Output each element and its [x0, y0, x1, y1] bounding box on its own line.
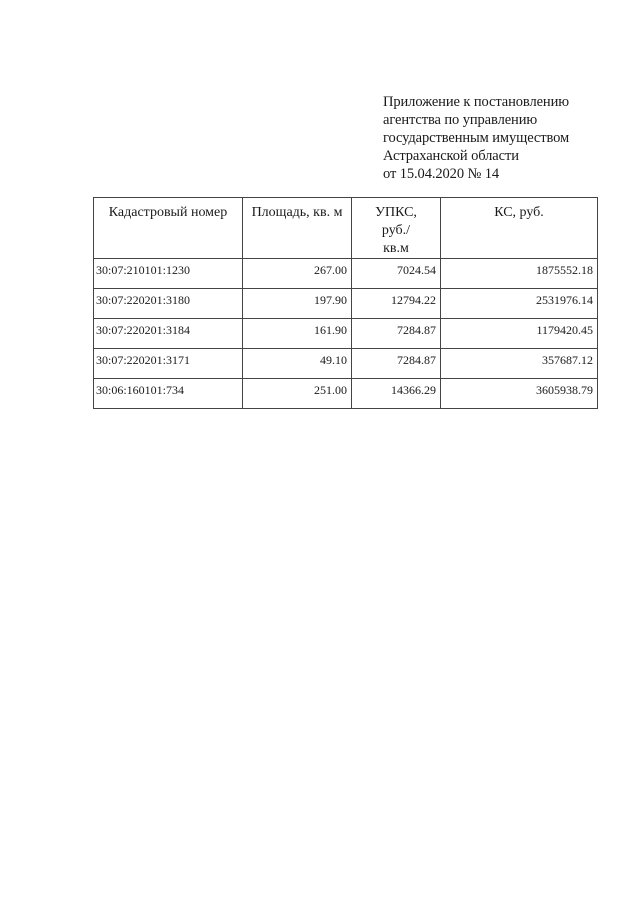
cell-cadastral-number: 30:07:220201:3184 — [94, 319, 243, 349]
cell-upks: 7024.54 — [352, 259, 441, 289]
header-area: Площадь, кв. м — [243, 198, 352, 259]
annex-date-line: от 15.04.2020 № 14 — [383, 166, 500, 182]
table-row — [94, 349, 598, 379]
cell-cadastral-number: 30:07:220201:3171 — [94, 349, 243, 379]
cell-cadastral-number: 30:06:160101:734 — [94, 379, 243, 409]
table-row — [94, 379, 598, 409]
cell-upks: 7284.87 — [352, 349, 441, 379]
cell-area: 49.10 — [243, 349, 352, 379]
cell-ks: 1875552.18 — [441, 259, 598, 289]
table-body — [94, 259, 598, 409]
cell-cadastral-number: 30:07:220201:3180 — [94, 289, 243, 319]
table-row — [94, 319, 598, 349]
annex-line: Приложение к постановлению — [383, 94, 569, 110]
table-header — [94, 198, 598, 259]
cell-cadastral-number: 30:07:210101:1230 — [94, 259, 243, 289]
annex-header — [383, 93, 623, 183]
header-row — [94, 198, 598, 259]
annex-line: Астраханской области — [383, 148, 519, 164]
cell-ks: 2531976.14 — [441, 289, 598, 319]
cell-ks: 1179420.45 — [441, 319, 598, 349]
cell-ks: 357687.12 — [441, 349, 598, 379]
cell-area: 161.90 — [243, 319, 352, 349]
cell-ks: 3605938.79 — [441, 379, 598, 409]
header-upks: УПКС, руб./кв.м — [352, 198, 441, 259]
cell-upks: 14366.29 — [352, 379, 441, 409]
annex-line: агентства по управлению — [383, 112, 538, 128]
table-row — [94, 259, 598, 289]
cell-area: 251.00 — [243, 379, 352, 409]
header-cadastral-number: Кадастровый номер — [94, 198, 243, 259]
cell-area: 197.90 — [243, 289, 352, 319]
cadastral-table — [93, 197, 598, 409]
annex-line: государственным имуществом — [383, 130, 570, 146]
header-ks: КС, руб. — [441, 198, 598, 259]
cell-upks: 7284.87 — [352, 319, 441, 349]
table-row — [94, 289, 598, 319]
cell-area: 267.00 — [243, 259, 352, 289]
cell-upks: 12794.22 — [352, 289, 441, 319]
